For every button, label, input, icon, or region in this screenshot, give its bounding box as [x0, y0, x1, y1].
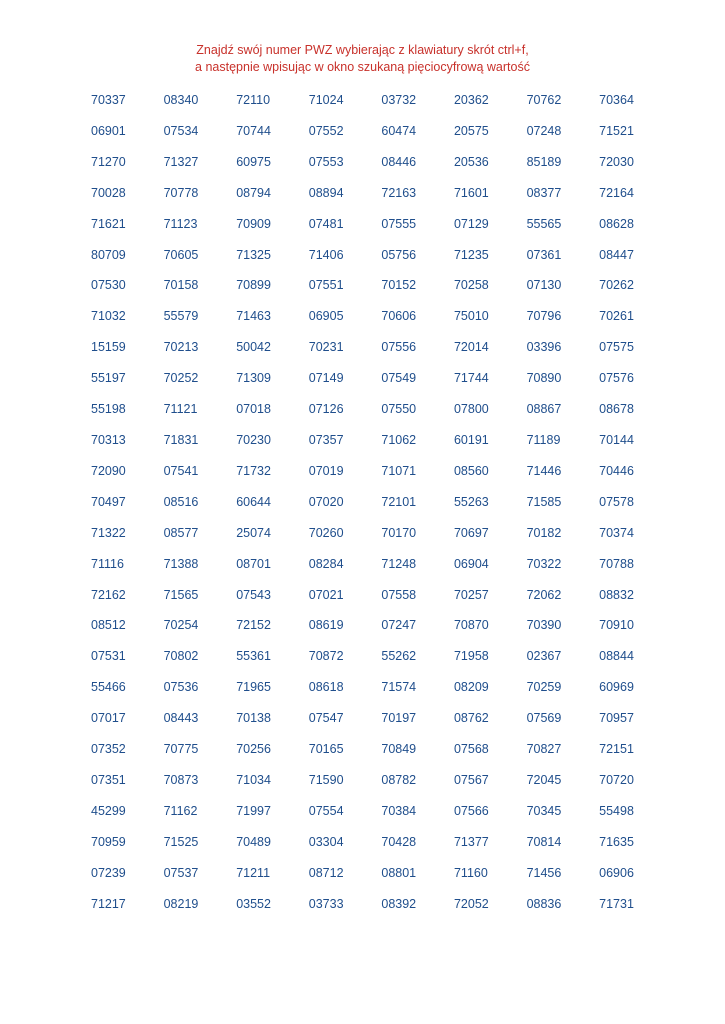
- pwz-number-cell: 07248: [526, 123, 562, 138]
- table-row: [91, 896, 672, 927]
- pwz-number-cell: 70384: [381, 803, 417, 818]
- table-row: [91, 339, 672, 370]
- pwz-number-cell: 15159: [91, 340, 126, 355]
- pwz-number-cell: 20362: [453, 93, 489, 107]
- pwz-number-cell: 70959: [91, 834, 126, 849]
- pwz-number-cell: 07126: [308, 402, 344, 417]
- pwz-number-cell: 75010: [453, 309, 489, 324]
- pwz-number-cell: 71322: [91, 525, 126, 540]
- pwz-number-cell: 70744: [236, 123, 271, 138]
- pwz-number-cell: 70322: [526, 556, 562, 571]
- pwz-number-cell: 72052: [453, 896, 489, 911]
- pwz-number-cell: 07351: [91, 772, 126, 787]
- pwz-number-cell: 08443: [163, 711, 199, 726]
- pwz-number-cell: 08836: [526, 896, 562, 911]
- pwz-number-cell: 71958: [453, 649, 489, 664]
- pwz-number-cell: 06906: [599, 865, 634, 880]
- pwz-number-cell: 71235: [453, 247, 489, 262]
- pwz-number-cell: 07357: [308, 432, 344, 447]
- pwz-number-cell: 50042: [236, 340, 271, 355]
- pwz-number-cell: 07569: [526, 711, 562, 726]
- pwz-number-cell: 70909: [236, 216, 271, 231]
- pwz-number-cell: 70605: [163, 247, 199, 262]
- pwz-number-cell: 70337: [91, 93, 126, 107]
- pwz-number-cell: 71601: [453, 185, 489, 200]
- pwz-number-cell: 72045: [526, 772, 562, 787]
- pwz-number-cell: 55198: [91, 402, 126, 417]
- pwz-number-cell: 70720: [599, 772, 634, 787]
- pwz-number-cell: 07551: [308, 278, 344, 293]
- pwz-number-cell: 70446: [599, 463, 634, 478]
- table-row: [91, 185, 672, 216]
- pwz-number-cell: 08619: [308, 618, 344, 633]
- pwz-number-cell: 06905: [308, 309, 344, 324]
- pwz-number-cell: 08782: [381, 772, 417, 787]
- pwz-number-cell: 07018: [236, 402, 271, 417]
- pwz-number-cell: 03733: [308, 896, 344, 911]
- pwz-number-cell: 70138: [236, 711, 271, 726]
- pwz-number-cell: 71590: [308, 772, 344, 787]
- pwz-number-cell: 08867: [526, 402, 562, 417]
- pwz-number-cell: 71034: [236, 772, 271, 787]
- pwz-number-cell: 07149: [308, 371, 344, 386]
- pwz-number-cell: 71032: [91, 309, 126, 324]
- pwz-number-cell: 70849: [381, 742, 417, 757]
- table-row: [91, 494, 672, 525]
- pwz-number-cell: 07247: [381, 618, 417, 633]
- table-row: [91, 401, 672, 432]
- pwz-number-cell: 70260: [308, 525, 344, 540]
- pwz-number-cell: 07567: [453, 772, 489, 787]
- pwz-number-cell: 07481: [308, 216, 344, 231]
- table-row: [91, 92, 672, 123]
- pwz-number-cell: 70802: [163, 649, 199, 664]
- pwz-number-cell: 07553: [308, 154, 344, 169]
- pwz-number-cell: 70261: [599, 309, 634, 324]
- pwz-number-cell: 71160: [453, 865, 488, 880]
- pwz-number-cell: 70182: [526, 525, 562, 540]
- pwz-number-cell: 71248: [381, 556, 417, 571]
- instruction-line-1: Znajdź swój numer PWZ wybierając z klawiatury skrót ctrl+f,: [196, 43, 529, 57]
- pwz-number-cell: 07541: [163, 463, 199, 478]
- pwz-number-cell: 71574: [381, 680, 417, 695]
- pwz-number-cell: 71732: [236, 463, 271, 478]
- pwz-number-cell: 71744: [453, 371, 489, 386]
- table-row: [91, 617, 672, 648]
- pwz-number-cell: 08209: [453, 680, 489, 695]
- pwz-number-cell: 07534: [163, 123, 199, 138]
- pwz-number-cell: 70257: [453, 587, 489, 602]
- pwz-number-cell: 08762: [453, 711, 489, 726]
- pwz-number-cell: 70606: [381, 309, 417, 324]
- pwz-number-cell: 70028: [91, 185, 126, 200]
- pwz-number-cell: 70165: [308, 742, 344, 757]
- pwz-number-cell: 03732: [381, 93, 417, 107]
- table-row: [91, 772, 672, 803]
- pwz-number-cell: 71024: [308, 93, 344, 107]
- table-row: [91, 741, 672, 772]
- pwz-number-cell: 08844: [599, 649, 634, 664]
- pwz-number-cell: 07019: [308, 463, 344, 478]
- pwz-number-cell: 72090: [91, 463, 126, 478]
- table-row: [91, 432, 672, 463]
- table-row: [91, 834, 672, 865]
- pwz-number-cell: 07547: [308, 711, 344, 726]
- pwz-number-cell: 70899: [236, 278, 271, 293]
- table-row: [91, 803, 672, 834]
- pwz-number-cell: 55498: [599, 803, 634, 818]
- pwz-number-cell: 55197: [91, 371, 126, 386]
- pwz-number-cell: 71121: [163, 402, 198, 417]
- pwz-number-cell: 07021: [308, 587, 344, 602]
- pwz-number-cell: 71270: [91, 154, 126, 169]
- pwz-number-cell: 08446: [381, 154, 417, 169]
- pwz-number-cell: 70788: [599, 556, 634, 571]
- pwz-number-cell: 70697: [453, 525, 489, 540]
- pwz-number-cell: 03396: [526, 340, 562, 355]
- pwz-number-cell: 71217: [91, 896, 126, 911]
- pwz-number-cell: 60975: [236, 154, 271, 169]
- table-row: [91, 525, 672, 556]
- pwz-number-cell: 06901: [91, 123, 126, 138]
- pwz-number-cell: 08832: [599, 587, 634, 602]
- pwz-number-cell: 71116: [91, 556, 124, 571]
- pwz-number-cell: 60191: [453, 432, 489, 447]
- pwz-number-cell: 25074: [236, 525, 271, 540]
- pwz-number-cell: 71965: [236, 680, 271, 695]
- pwz-number-cell: 07020: [308, 494, 344, 509]
- pwz-number-cell: 85189: [526, 154, 562, 169]
- pwz-number-cell: 07566: [453, 803, 489, 818]
- pwz-number-cell: 70489: [236, 834, 271, 849]
- pwz-number-cell: 70313: [91, 432, 126, 447]
- pwz-number-cell: 72101: [381, 494, 417, 509]
- pwz-number-cell: 70197: [381, 711, 417, 726]
- pwz-number-cell: 71463: [236, 309, 271, 324]
- pwz-number-cell: 08340: [163, 93, 199, 107]
- pwz-number-cell: 70890: [526, 371, 562, 386]
- pwz-number-cell: 08512: [91, 618, 126, 633]
- table-row: [91, 679, 672, 710]
- table-row: [91, 277, 672, 308]
- pwz-number-cell: 72162: [91, 587, 126, 602]
- pwz-number-cell: 70152: [381, 278, 417, 293]
- pwz-number-cell: 08801: [381, 865, 417, 880]
- pwz-number-cell: 08628: [599, 216, 634, 231]
- pwz-number-cell: 70158: [163, 278, 199, 293]
- pwz-number-cell: 07550: [381, 402, 417, 417]
- table-row: [91, 247, 672, 278]
- table-row: [91, 865, 672, 896]
- pwz-number-cell: 70213: [163, 340, 199, 355]
- pwz-number-cell: 71123: [163, 216, 198, 231]
- pwz-number-cell: 70258: [453, 278, 489, 293]
- pwz-number-cell: 08516: [163, 494, 199, 509]
- pwz-number-cell: 72030: [599, 154, 634, 169]
- table-row: [91, 463, 672, 494]
- pwz-number-cell: 70910: [599, 618, 634, 633]
- pwz-number-cell: 60644: [236, 494, 271, 509]
- pwz-number-cell: 71406: [308, 247, 344, 262]
- pwz-number-cell: 70252: [163, 371, 199, 386]
- pwz-number-cell: 71189: [526, 432, 561, 447]
- pwz-number-cell: 70957: [599, 711, 634, 726]
- pwz-number-cell: 71327: [163, 154, 199, 169]
- table-row: [91, 216, 672, 247]
- pwz-number-cell: 07568: [453, 742, 489, 757]
- pwz-number-cell: 03304: [308, 834, 344, 849]
- pwz-number-cell: 70390: [526, 618, 562, 633]
- table-row: [91, 648, 672, 679]
- pwz-number-cell: 08712: [308, 865, 344, 880]
- pwz-number-cell: 02367: [526, 649, 562, 664]
- pwz-number-cell: 45299: [91, 803, 126, 818]
- instruction-header: [0, 42, 725, 76]
- pwz-number-cell: 70231: [308, 340, 344, 355]
- pwz-number-cell: 07558: [381, 587, 417, 602]
- pwz-number-cell: 08560: [453, 463, 489, 478]
- pwz-number-cell: 70497: [91, 494, 126, 509]
- pwz-number-cell: 70144: [599, 432, 634, 447]
- pwz-number-cell: 72062: [526, 587, 562, 602]
- pwz-number-cell: 80709: [91, 247, 126, 262]
- pwz-number-cell: 71388: [163, 556, 199, 571]
- pwz-number-cell: 71377: [453, 834, 489, 849]
- pwz-number-cell: 60969: [599, 680, 634, 695]
- pwz-number-cell: 71211: [236, 865, 271, 880]
- pwz-number-cell: 08678: [599, 402, 634, 417]
- pwz-number-cell: 71565: [163, 587, 199, 602]
- pwz-number-cell: 72164: [599, 185, 634, 200]
- pwz-number-cell: 07575: [599, 340, 634, 355]
- pwz-number-cell: 08377: [526, 185, 562, 200]
- pwz-number-cell: 71635: [599, 834, 634, 849]
- pwz-number-cell: 71456: [526, 865, 562, 880]
- pwz-number-cell: 71997: [236, 803, 271, 818]
- instruction-line-2: a następnie wpisując w okno szukaną pięciocyfrową wartość: [195, 60, 530, 74]
- pwz-number-cell: 70262: [599, 278, 634, 293]
- pwz-number-cell: 07530: [91, 278, 126, 293]
- pwz-number-cell: 08284: [308, 556, 344, 571]
- pwz-number-cell: 71309: [236, 371, 271, 386]
- pwz-number-cell: 07239: [91, 865, 126, 880]
- pwz-number-cell: 08577: [163, 525, 199, 540]
- pwz-number-cell: 70364: [599, 93, 634, 107]
- pwz-number-cell: 70345: [526, 803, 562, 818]
- pwz-number-cell: 55579: [163, 309, 199, 324]
- pwz-number-cell: 70872: [308, 649, 344, 664]
- pwz-number-cell: 70827: [526, 742, 562, 757]
- pwz-number-cell: 70778: [163, 185, 199, 200]
- pwz-number-cell: 07578: [599, 494, 634, 509]
- pwz-number-cell: 72152: [236, 618, 271, 633]
- pwz-number-cell: 08447: [599, 247, 634, 262]
- pwz-number-cell: 08894: [308, 185, 344, 200]
- pwz-number-cell: 70775: [163, 742, 199, 757]
- pwz-number-cell: 70814: [526, 834, 562, 849]
- pwz-number-cell: 55263: [453, 494, 489, 509]
- pwz-number-cell: 70762: [526, 93, 562, 107]
- pwz-number-cell: 07549: [381, 371, 417, 386]
- pwz-number-cell: 07130: [526, 278, 562, 293]
- pwz-number-cell: 71525: [163, 834, 199, 849]
- pwz-number-cell: 07552: [308, 123, 344, 138]
- pwz-number-cell: 70254: [163, 618, 199, 633]
- pwz-number-cell: 71585: [526, 494, 562, 509]
- pwz-number-cell: 03552: [236, 896, 271, 911]
- pwz-number-cell: 07361: [526, 247, 562, 262]
- pwz-number-cell: 70870: [453, 618, 489, 633]
- pwz-number-cell: 05756: [381, 247, 417, 262]
- table-row: [91, 710, 672, 741]
- pwz-number-cell: 07017: [91, 711, 126, 726]
- pwz-number-cell: 20536: [453, 154, 489, 169]
- table-row: [91, 370, 672, 401]
- pwz-number-cell: 71071: [381, 463, 417, 478]
- pwz-number-table: [91, 92, 672, 926]
- pwz-number-cell: 71062: [381, 432, 417, 447]
- pwz-number-cell: 20575: [453, 123, 489, 138]
- pwz-number-cell: 70170: [381, 525, 417, 540]
- pwz-number-cell: 71521: [599, 123, 634, 138]
- pwz-number-cell: 07556: [381, 340, 417, 355]
- pwz-number-cell: 08794: [236, 185, 271, 200]
- pwz-number-cell: 07536: [163, 680, 199, 695]
- pwz-number-cell: 70873: [163, 772, 199, 787]
- pwz-number-cell: 70374: [599, 525, 634, 540]
- pwz-number-cell: 07531: [91, 649, 126, 664]
- pwz-number-cell: 72151: [599, 742, 634, 757]
- table-row: [91, 154, 672, 185]
- pwz-number-cell: 07554: [308, 803, 344, 818]
- pwz-number-cell: 70230: [236, 432, 271, 447]
- pwz-number-cell: 70796: [526, 309, 562, 324]
- pwz-number-cell: 08392: [381, 896, 417, 911]
- pwz-number-cell: 70259: [526, 680, 562, 695]
- pwz-number-cell: 07576: [599, 371, 634, 386]
- pwz-number-cell: 08618: [308, 680, 344, 695]
- pwz-number-cell: 70428: [381, 834, 417, 849]
- pwz-number-cell: 06904: [453, 556, 489, 571]
- table-row: [91, 556, 672, 587]
- pwz-number-cell: 55565: [526, 216, 562, 231]
- pwz-number-cell: 71325: [236, 247, 271, 262]
- table-row: [91, 587, 672, 618]
- pwz-number-cell: 08701: [236, 556, 271, 571]
- pwz-number-cell: 55466: [91, 680, 126, 695]
- pwz-number-cell: 71731: [599, 896, 634, 911]
- pwz-number-cell: 07352: [91, 742, 126, 757]
- pwz-number-cell: 72110: [236, 93, 271, 107]
- pwz-number-cell: 07537: [163, 865, 199, 880]
- pwz-number-cell: 72163: [381, 185, 417, 200]
- pwz-number-cell: 07555: [381, 216, 417, 231]
- pwz-number-cell: 71831: [163, 432, 199, 447]
- pwz-number-cell: 07543: [236, 587, 271, 602]
- table-row: [91, 308, 672, 339]
- pwz-number-cell: 60474: [381, 123, 417, 138]
- pwz-number-cell: 07800: [453, 402, 489, 417]
- pwz-number-cell: 08219: [163, 896, 199, 911]
- pwz-number-cell: 71621: [91, 216, 126, 231]
- pwz-number-cell: 55361: [236, 649, 271, 664]
- pwz-number-cell: 72014: [453, 340, 489, 355]
- pwz-number-cell: 70256: [236, 742, 271, 757]
- pwz-number-cell: 55262: [381, 649, 417, 664]
- pwz-number-cell: 71162: [163, 803, 198, 818]
- pwz-number-cell: 71446: [526, 463, 562, 478]
- table-row: [91, 123, 672, 154]
- pwz-number-cell: 07129: [453, 216, 489, 231]
